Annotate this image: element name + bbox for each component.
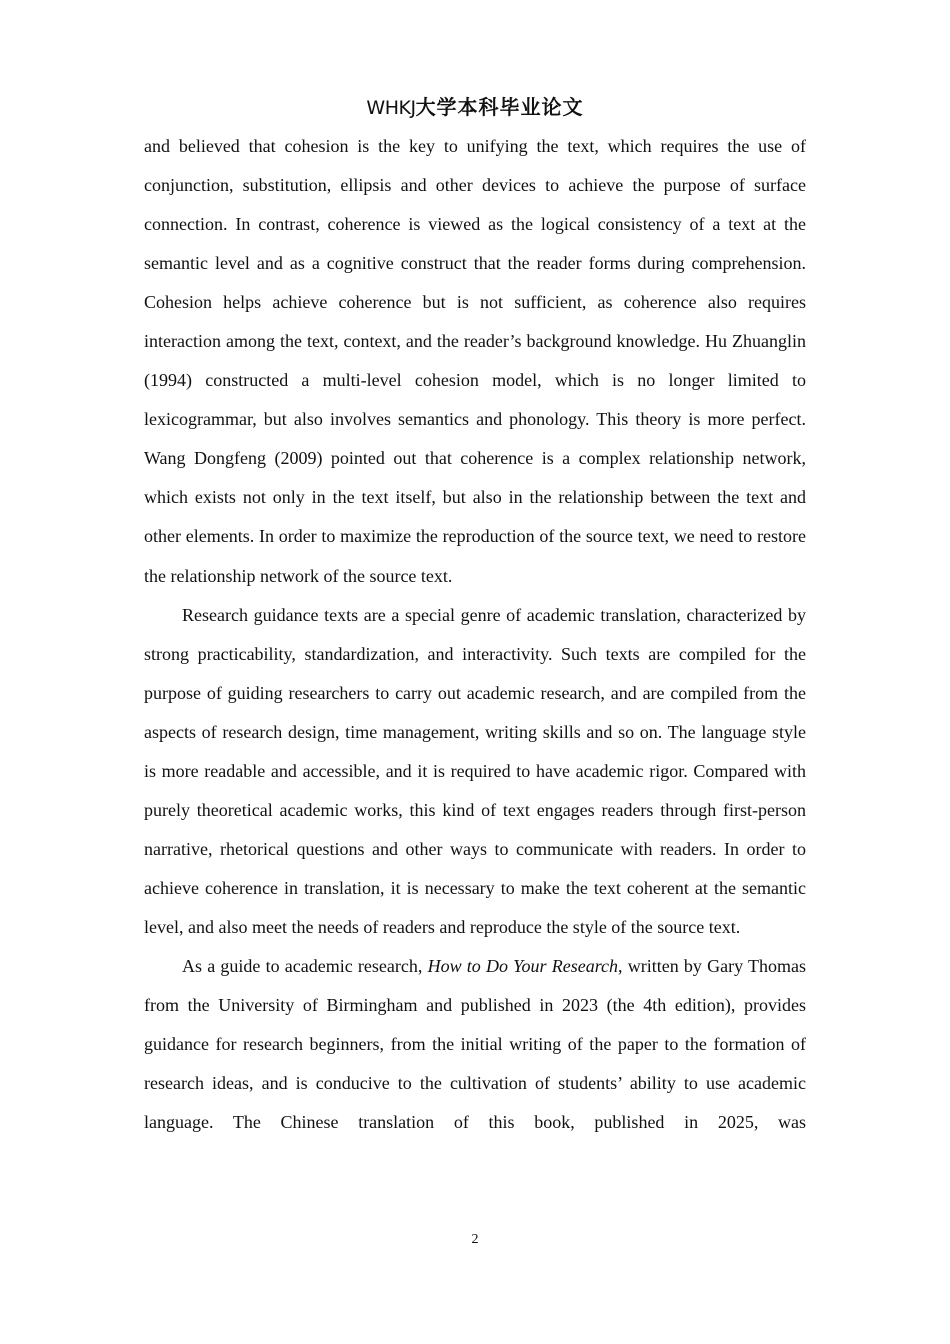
- paragraph-research-guidance-texts: Research guidance texts are a special genre of academic translation, characterized by strong practicability, standardization, and interactivity. Such texts are compiled for the purpose of guiding researchers to carry out academic research, and are compiled from the aspects of research design, time management, writing skills and so on. The language style is more readable and accessible, and it is required to have academic rigor. Compared with purely theoretical academic works, this kind of text engages readers through first-person narrative, rhetorical questions and other ways to communicate with readers. In order to achieve coherence in translation, it is necessary to make the text coherent at the semantic level, and also meet the needs of readers and reproduce the style of the source text.: [144, 604, 806, 937]
- header-thesis-label: 大学本科毕业论文: [415, 95, 584, 119]
- paragraph-text: , written by Gary Thomas from the University of Birmingham and published in 2023 (the 4th edition), provides guidance for research beginners, from the initial writing of the paper to the formation of research ideas, and is conducive to the cultivation of students’ ability to use academic language. The Chinese translation of this book, published in 2025, was: [144, 955, 806, 1133]
- header-university-code: WHKJ: [366, 97, 416, 119]
- paragraph-book-introduction: [144, 947, 806, 1142]
- book-title: How to Do Your Research: [427, 955, 619, 976]
- running-header: [0, 93, 950, 122]
- body-text: [144, 127, 806, 1142]
- paragraph-cohesion-coherence: and believed that cohesion is the key to unifying the text, which requires the use of conjunction, substitution, ellipsis and other devices to achieve the purpose of surface connection. In contrast, coherence is viewed as the logical consistency of a text at the semantic level and as a cognitive construct that the reader forms during comprehension. Cohesion helps achieve coherence but is not sufficient, as coherence also requires interaction among the text, context, and the reader’s background knowledge. Hu Zhuanglin (1994) constructed a multi-level cohesion model, which is no longer limited to lexicogrammar, but also involves semantics and phonology. This theory is more perfect. Wang Dongfeng (2009) pointed out that coherence is a complex relationship network, which exists not only in the text itself, but also in the relationship between the text and other elements. In order to maximize the reproduction of the source text, we need to restore the relationship network of the source text.: [144, 136, 806, 586]
- page-number: 2: [471, 1232, 479, 1247]
- paragraph-text: As a guide to academic research,: [182, 955, 428, 976]
